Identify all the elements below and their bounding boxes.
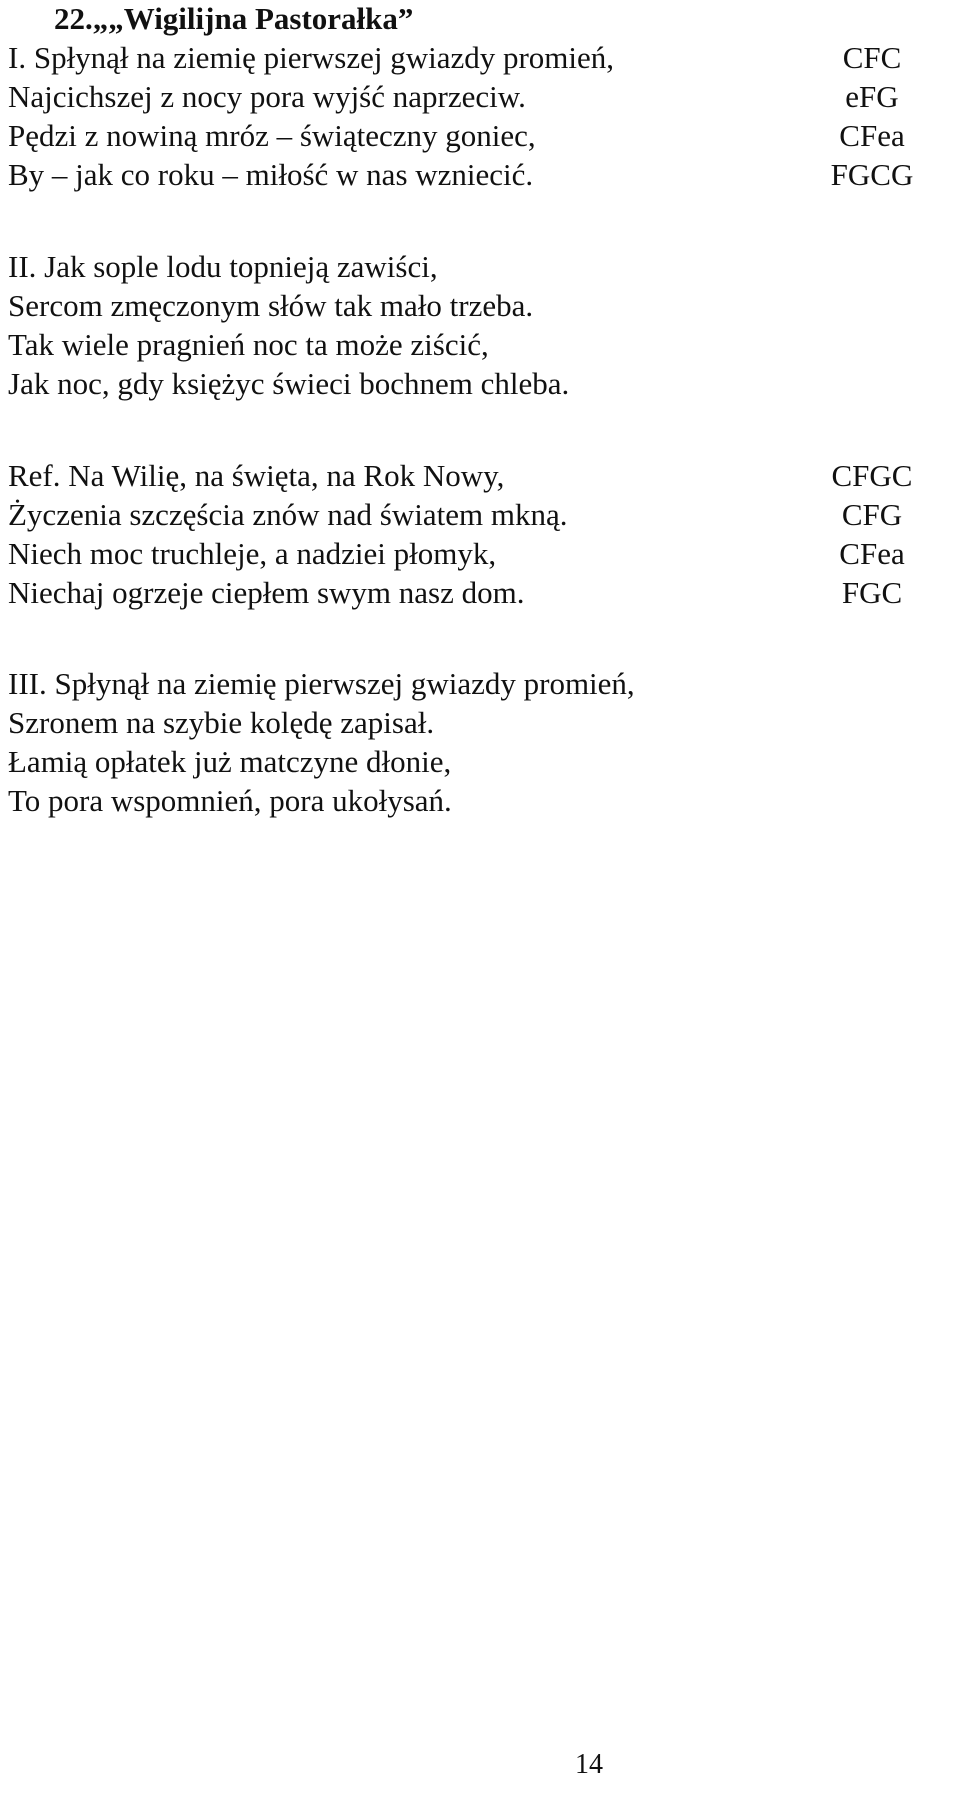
lyric-text: I. Spłynął na ziemię pierwszej gwiazdy promień,	[8, 40, 615, 75]
lyric-text: II. Jak sople lodu topnieją zawiści,	[8, 249, 438, 284]
chord-label: CFG	[841, 497, 903, 532]
lyric-line	[8, 77, 952, 116]
lyric-line	[8, 364, 952, 403]
refrain	[8, 456, 952, 612]
lyric-text: Niech moc truchleje, a nadziei płomyk,	[8, 536, 497, 571]
lyric-line	[8, 116, 952, 155]
lyric-line	[8, 456, 952, 495]
lyric-text: Niechaj ogrzeje ciepłem swym nasz dom.	[8, 575, 525, 610]
song-title: 22.„„Wigilijna Pastorałka”	[54, 1, 414, 36]
lyric-line	[8, 573, 952, 612]
lyric-line	[8, 325, 952, 364]
lyric-line	[8, 286, 952, 325]
lyric-line	[8, 247, 952, 286]
stanza-2	[8, 247, 952, 403]
lyric-line	[8, 495, 952, 534]
lyric-text: Najcichszej z nocy pora wyjść naprzeciw.	[8, 79, 526, 114]
lyric-text: Łamią opłatek już matczyne dłonie,	[8, 744, 452, 779]
chord-label: CFGC	[831, 458, 913, 493]
lyric-text: III. Spłynął na ziemię pierwszej gwiazdy promień,	[8, 666, 635, 701]
lyric-line	[8, 781, 952, 820]
lyric-text: To pora wspomnień, pora ukołysań.	[8, 783, 452, 818]
lyric-text: Ref. Na Wilię, na święta, na Rok Nowy,	[8, 458, 505, 493]
lyric-line	[8, 155, 952, 194]
lyric-text: Życzenia szczęścia znów nad światem mkną.	[8, 497, 568, 532]
stanza-3	[8, 664, 952, 820]
page-number: 14	[575, 1749, 603, 1780]
chord-label: FGCG	[830, 157, 914, 192]
stanza-1	[8, 38, 952, 194]
chord-label: CFea	[839, 536, 905, 571]
lyric-text: Szronem na szybie kolędę zapisał.	[8, 705, 435, 740]
chord-label: eFG	[845, 79, 899, 114]
lyric-line	[8, 703, 952, 742]
lyric-text: Sercom zmęczonym słów tak mało trzeba.	[8, 288, 534, 323]
lyric-text: Pędzi z nowiną mróz – świąteczny goniec,	[8, 118, 536, 153]
chord-label: CFC	[842, 40, 902, 75]
lyric-line	[8, 664, 952, 703]
lyric-text: Tak wiele pragnień noc ta może ziścić,	[8, 327, 489, 362]
chord-label: CFea	[839, 118, 905, 153]
chord-label: FGC	[841, 575, 903, 610]
lyric-line	[8, 38, 952, 77]
lyric-line	[8, 534, 952, 573]
lyric-text: Jak noc, gdy księżyc świeci bochnem chleba.	[8, 366, 570, 401]
lyric-text: By – jak co roku – miłość w nas wzniecić.	[8, 157, 534, 192]
lyric-line	[8, 742, 952, 781]
